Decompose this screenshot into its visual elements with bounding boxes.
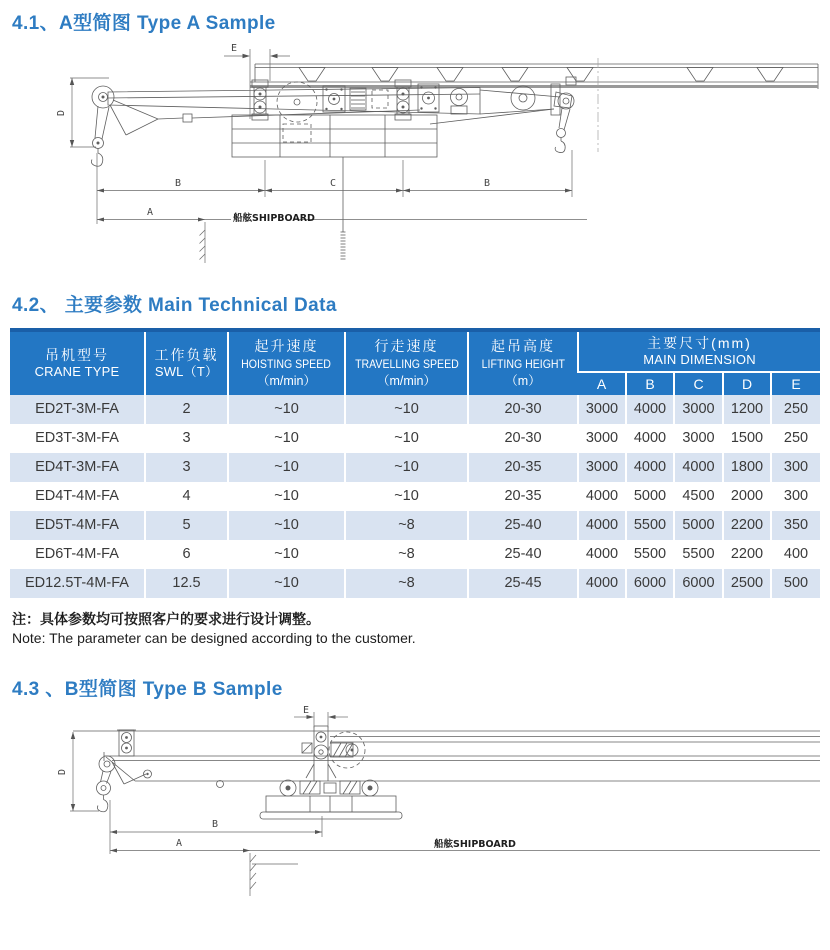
cell-dim-e: 500 [771, 569, 820, 598]
cell-dim-a: 3000 [578, 395, 626, 424]
header-dim-b: B [626, 372, 674, 395]
type-b-crane-drawing [0, 704, 830, 926]
cell-crane-type: ED12.5T-4M-FA [10, 569, 145, 598]
dim-label-e: E [303, 705, 310, 716]
cell-dim-b: 4000 [626, 424, 674, 453]
cell-swl: 6 [145, 540, 228, 569]
dim-label-a: A [147, 207, 154, 218]
cell-travelling-speed: ~8 [345, 511, 468, 540]
cell-dim-d: 1800 [723, 453, 771, 482]
section-title-type-a: 4.1、A型简图 Type A Sample [12, 13, 276, 34]
shipboard-label: 船舷SHIPBOARD [233, 213, 315, 224]
cell-dim-b: 5000 [626, 482, 674, 511]
cell-dim-c: 5500 [674, 540, 723, 569]
cell-dim-b: 6000 [626, 569, 674, 598]
cell-travelling-speed: ~10 [345, 453, 468, 482]
header-crane-type: 吊机型号 CRANE TYPE [10, 330, 145, 395]
cell-dim-d: 2000 [723, 482, 771, 511]
cell-dim-e: 300 [771, 453, 820, 482]
main-technical-data-table [10, 328, 820, 598]
table-row [10, 424, 820, 453]
cell-travelling-speed: ~8 [345, 569, 468, 598]
header-lifting-height: 起吊高度 LIFTING HEIGHT （m） [468, 330, 578, 395]
cell-swl: 2 [145, 395, 228, 424]
cell-lifting-height: 20-35 [468, 453, 578, 482]
cell-crane-type: ED2T-3M-FA [10, 395, 145, 424]
cell-dim-e: 350 [771, 511, 820, 540]
cell-hoisting-speed: ~10 [228, 453, 345, 482]
note-block [12, 610, 830, 648]
header-hoisting-speed: 起升速度 HOISTING SPEED （m/min） [228, 330, 345, 395]
cell-lifting-height: 20-30 [468, 395, 578, 424]
cell-swl: 3 [145, 424, 228, 453]
header-main-dimension: 主要尺寸(mm) MAIN DIMENSION [578, 330, 820, 372]
cell-dim-e: 250 [771, 395, 820, 424]
cell-dim-b: 5500 [626, 540, 674, 569]
dim-label-c: C [330, 178, 337, 189]
section-title-tech-data: 4.2、 主要参数 Main Technical Data [12, 295, 337, 316]
table-row [10, 540, 820, 569]
type-b-dimensions [57, 705, 820, 896]
cell-crane-type: ED5T-4M-FA [10, 511, 145, 540]
header-swl: 工作负载 SWL（T） [145, 330, 228, 395]
cell-crane-type: ED6T-4M-FA [10, 540, 145, 569]
table-row [10, 511, 820, 540]
cell-dim-a: 4000 [578, 569, 626, 598]
cell-dim-c: 3000 [674, 395, 723, 424]
header-dim-e: E [771, 372, 820, 395]
cell-crane-type: ED4T-4M-FA [10, 482, 145, 511]
header-dim-d: D [723, 372, 771, 395]
cell-dim-d: 2200 [723, 511, 771, 540]
dim-label-a: A [176, 838, 183, 849]
type-b-structure [73, 726, 820, 819]
cell-dim-a: 3000 [578, 424, 626, 453]
cell-travelling-speed: ~8 [345, 540, 468, 569]
cell-hoisting-speed: ~10 [228, 395, 345, 424]
cell-dim-e: 400 [771, 540, 820, 569]
cell-swl: 4 [145, 482, 228, 511]
dim-label-b: B [212, 819, 219, 830]
dim-label-e: E [231, 43, 238, 54]
cell-dim-a: 4000 [578, 511, 626, 540]
dim-label-d: D [57, 768, 68, 775]
shipboard-label: 船舷SHIPBOARD [434, 839, 516, 850]
cell-hoisting-speed: ~10 [228, 482, 345, 511]
table-row [10, 569, 820, 598]
cell-hoisting-speed: ~10 [228, 511, 345, 540]
cell-dim-c: 4500 [674, 482, 723, 511]
cell-lifting-height: 25-45 [468, 569, 578, 598]
type-a-structure [91, 58, 818, 259]
cell-dim-a: 4000 [578, 540, 626, 569]
header-dim-a: A [578, 372, 626, 395]
cell-dim-d: 2500 [723, 569, 771, 598]
cell-swl: 3 [145, 453, 228, 482]
cell-dim-c: 5000 [674, 511, 723, 540]
type-a-crane-drawing [0, 40, 830, 286]
cell-dim-a: 3000 [578, 453, 626, 482]
cell-dim-e: 300 [771, 482, 820, 511]
cell-dim-d: 2200 [723, 540, 771, 569]
cell-lifting-height: 20-35 [468, 482, 578, 511]
cell-dim-c: 4000 [674, 453, 723, 482]
table-body [10, 395, 820, 598]
dim-label-b-right: B [484, 178, 491, 189]
cell-dim-b: 5500 [626, 511, 674, 540]
cell-dim-b: 4000 [626, 395, 674, 424]
header-travelling-speed: 行走速度 TRAVELLING SPEED （m/min） [345, 330, 468, 395]
cell-dim-a: 4000 [578, 482, 626, 511]
cell-dim-b: 4000 [626, 453, 674, 482]
table-row [10, 395, 820, 424]
cell-travelling-speed: ~10 [345, 482, 468, 511]
cell-lifting-height: 25-40 [468, 540, 578, 569]
cell-crane-type: ED3T-3M-FA [10, 424, 145, 453]
cell-travelling-speed: ~10 [345, 395, 468, 424]
dim-label-d: D [56, 109, 67, 116]
table-row [10, 453, 820, 482]
header-dim-c: C [674, 372, 723, 395]
cell-lifting-height: 25-40 [468, 511, 578, 540]
cell-dim-e: 250 [771, 424, 820, 453]
cell-dim-c: 3000 [674, 424, 723, 453]
dim-label-b-left: B [175, 178, 182, 189]
cell-swl: 5 [145, 511, 228, 540]
cell-hoisting-speed: ~10 [228, 569, 345, 598]
table-row [10, 482, 820, 511]
cell-dim-c: 6000 [674, 569, 723, 598]
cell-swl: 12.5 [145, 569, 228, 598]
table-header [10, 330, 820, 395]
note-english: Note: The parameter can be designed according to the customer. [12, 630, 416, 646]
section-title-type-b: 4.3 、B型简图 Type B Sample [12, 679, 283, 700]
cell-hoisting-speed: ~10 [228, 424, 345, 453]
cell-dim-d: 1200 [723, 395, 771, 424]
cell-dim-d: 1500 [723, 424, 771, 453]
note-chinese: 注：具体参数均可按照客户的要求进行设计调整。 [12, 611, 320, 627]
cell-crane-type: ED4T-3M-FA [10, 453, 145, 482]
cell-travelling-speed: ~10 [345, 424, 468, 453]
cell-hoisting-speed: ~10 [228, 540, 345, 569]
cell-lifting-height: 20-30 [468, 424, 578, 453]
